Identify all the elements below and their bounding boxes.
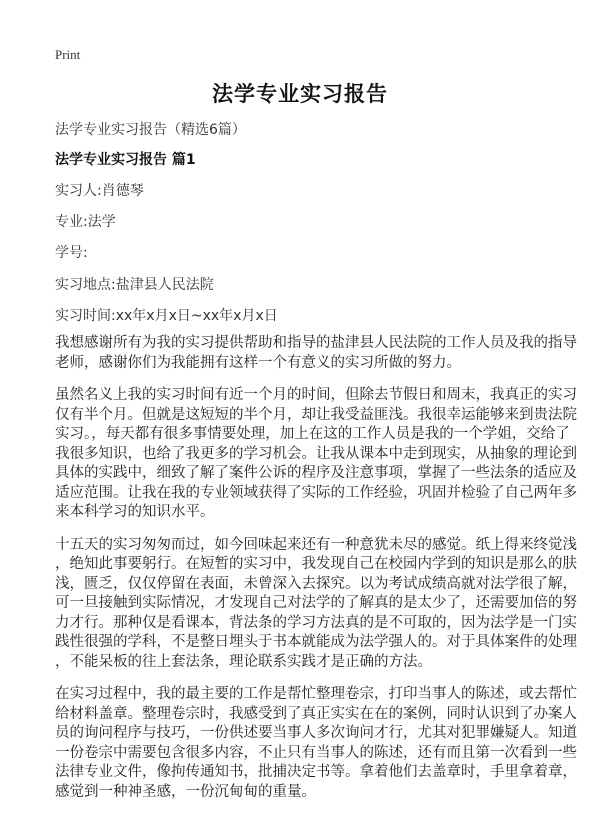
paragraph-line: 给材料盖章。整理卷宗时，我感受到了真正实实在在的案例，同时认识到了办案人 [55,705,577,722]
paragraph-line: 我想感谢所有为我的实习提供帮助和指导的盐津县人民法院的工作人员及我的指导 [55,335,577,351]
paragraph-line: ，绝知此事要躬行。在短暂的实习中，我发现自己在校园内学到的知识是那么的肤 [55,556,577,572]
paragraph-line: 具体的实践中，细致了解了案件公诉的程序及注意事项，掌握了一些法条的适应及 [55,465,577,481]
paragraph-3 [55,536,577,673]
paragraph-line: 仅有半个月。但就是这短短的半个月，却让我受益匪浅。我很幸运能够来到贵法院 [55,406,577,423]
paragraph-line: 践性很强的学科，不是整日埋头于书本就能成为法学强人的。对于具体案件的处理 [55,634,577,650]
paragraph-line: 来本科学习的知识水平。 [55,504,215,520]
page-title: 法学专业实习报告 [212,82,388,106]
meta-major: 专业:法学 [55,214,116,230]
meta-student-id: 学号: [55,245,88,261]
paragraph-1 [55,334,577,373]
paragraph-line: 十五天的实习匆匆而过，如今回味起来还有一种意犹未尽的感觉。纸上得来终觉浅 [55,536,577,553]
paragraph-line: 力才行。那种仅是看课本，背法条的学习方法真的是不可取的，因为法学是一门实 [55,614,577,631]
paragraph-line: 实习。，每天都有很多事情要处理，加上在这的工作人员是我的一个学姐，交给了 [55,426,570,442]
paragraph-line: 浅，匮乏，仅仅停留在表面，未曾深入去探究。以为考试成绩高就对法学很了解， [55,575,577,592]
paragraph-line: 在实习过程中，我的最主要的工作是帮忙整理卷宗，打印当事人的陈述，或去帮忙 [55,686,577,702]
meta-time: 实习时间:xx年x月x日~xx年x月x日 [55,308,278,324]
paragraph-line: 老师，感谢你们为我能拥有这样一个有意义的实习所做的努力。 [55,354,461,371]
document-subtitle: 法学专业实习报告（精选6篇） [55,122,246,138]
report-body [55,334,577,815]
print-link[interactable]: Print [55,47,81,62]
paragraph-4 [55,685,577,802]
paragraph-line: 感觉到一种神圣感，一份沉甸甸的重量。 [55,783,316,800]
paragraph-line: 法律专业文件，像拘传通知书，批捕决定书等。拿着他们去盖章时，手里拿着章， [55,764,577,780]
paragraph-2 [55,386,577,523]
paragraph-line: 适应范围。让我在我的专业领域获得了实际的工作经验，巩固并检验了自己两年多 [55,484,577,501]
paragraph-line: 虽然名义上我的实习时间有近一个月的时间，但除去节假日和周末，我真正的实习 [55,387,577,403]
section-heading: 法学专业实习报告 篇1 [55,152,196,168]
paragraph-line: 我很多知识，也给了我更多的学习机会。让我从课本中走到现实，从抽象的理论到 [55,445,577,462]
paragraph-line: 一份卷宗中需要包含很多内容，不止只有当事人的陈述，还有而且第一次看到一些 [55,744,577,761]
meta-location: 实习地点:盐津县人民法院 [55,277,214,293]
paragraph-line: 员的询问程序与技巧，一份供述要当事人多次询问才行，尤其对犯罪嫌疑人。知道 [55,725,577,741]
meta-intern: 实习人:肖德琴 [55,183,144,199]
paragraph-line: 可一旦接触到实际情况，才发现自己对法学的了解真的是太少了，还需要加倍的努 [55,595,577,611]
paragraph-line: ，不能呆板的往上套法条，理论联系实践才是正确的方法。 [55,653,432,670]
